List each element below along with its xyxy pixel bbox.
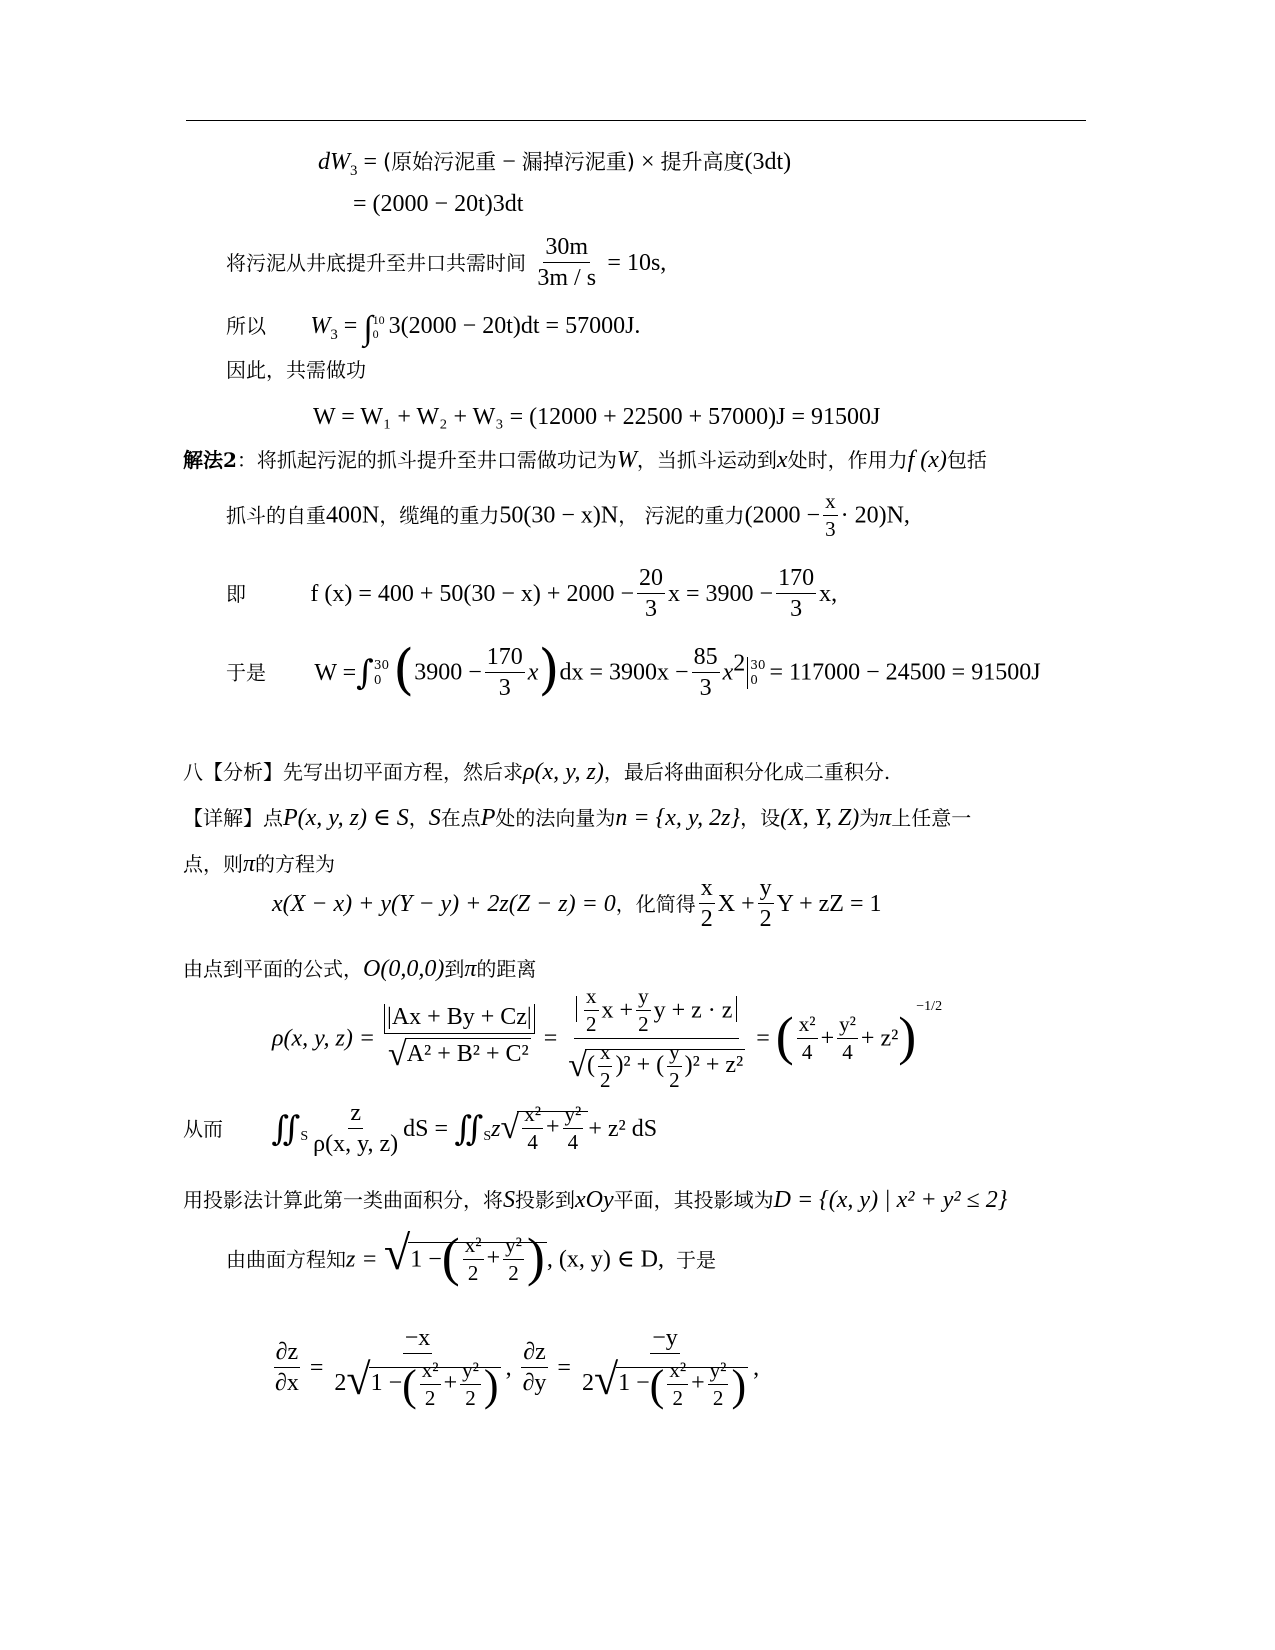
- rho-formula: ρ(x, y, z) = $\frac{|Ax + By + Cz|}{\text{√A² + B² + C²}}$ = $\frac{x}{2}$ x + $\frac{y}{2}$ y + z · z √( $\frac{x}{2}$ )² + ( $\frac{y}{2}$ )² + z² = ( $\frac{\text{x²}}{4}$ + $\frac{\text{y²}}{4}$ + z²)$^{-1/2}$: [272, 984, 943, 1093]
- section8-detail: 【详解】点P(x, y, z) ∈ S，S在点P处的法向量为n = {x, y, 2z}，设(X, Y, Z)为π上任意一: [183, 805, 972, 831]
- force-function: 即 f (x) = 400 + 50(30 − x) + 2000 − $\frac{20}{3}$ x = 3900 − $\frac{170}{3}$ x,: [226, 565, 838, 623]
- partial-derivatives: $\frac{\partial z}{\partial x}$ = −x 2√1 −( $\frac{\text{x²}}{2}$ + $\frac{\text{y²}}{2}$ ) , $\frac{\partial z}{\partial y}$ = −y 2√1 −( $\frac{\text{x²}}{2}$ + $\frac{\text{y²}}{2}$ ) ,: [275, 1325, 760, 1411]
- projection-statement: 用投影法计算此第一类曲面积分，将S投影到xOy平面，其投影域为D = {(x, y) | x² + y² ≤ 2}: [183, 1187, 1008, 1213]
- total-work-label: 因此，共需做功: [226, 358, 366, 382]
- distance-formula-intro: 由点到平面的公式，O(0,0,0)到π的距离: [183, 956, 537, 982]
- total-work-equation: W = W₁ + W₂ + W₃ = (12000 + 22500 + 57000)J = 91500J: [313, 404, 881, 430]
- forces-line: 抓斗的自重400N，缆绳的重力50(30 − x)N， 污泥的重力(2000 − $\frac{x}{3}$ · 20)N,: [226, 489, 910, 542]
- method2-paragraph: 解法2：将抓起污泥的抓斗提升至井口需做功记为W，当抓斗运动到x处时，作用力f (x)包括: [183, 447, 987, 473]
- section8-analysis: 八【分析】先写出切平面方程，然后求ρ(x, y, z)，最后将曲面积分化成二重积分.: [183, 759, 891, 785]
- equation-dw3-continued: = (2000 − 20t)3dt: [353, 191, 524, 217]
- header-rule: [186, 120, 1086, 121]
- tangent-plane-equation: x(X − x) + y(Y − y) + 2z(Z − z) = 0，化简得 $\frac{x}{2}$ X + $\frac{y}{2}$ Y + zZ = 1: [272, 875, 882, 933]
- work-integral: 于是 W =∫ 30 0 (3900 − $\frac{170}{3}$ x)dx = 3900x − $\frac{85}{3}$ $x^2$ 30 0 = 117000 − 24500 = 91500J: [226, 638, 1041, 701]
- surface-integral-transform: 从而 $∬_S$ $\frac{z}{\rho(x, y, z)}$ dS = $∬_Sz√$ $\frac{\text{x²}}{4}$ + $\frac{\text{y²}}{4}$ + z² dS: [183, 1100, 658, 1158]
- time-statement: 将污泥从井底提升至井口共需时间 $\frac{30m}{3m / s}$ = 10s,: [226, 234, 667, 292]
- surface-z-equation: 由曲面方程知z = √1 −( $\frac{\text{x²}}{2}$ + $\frac{\text{y²}}{2}$ ), (x, y) ∈ D, 于是: [226, 1227, 716, 1287]
- equation-dw3: $dW_3$ = (原始污泥重 − 漏掉污泥重) × 提升高度(3dt): [318, 149, 792, 179]
- plane-equation-intro: 点，则π的方程为: [183, 851, 336, 877]
- w3-integral: 所以 $W_3$ = ∫ 10 0 3(2000 − 20t)dt = 57000J.: [226, 310, 641, 347]
